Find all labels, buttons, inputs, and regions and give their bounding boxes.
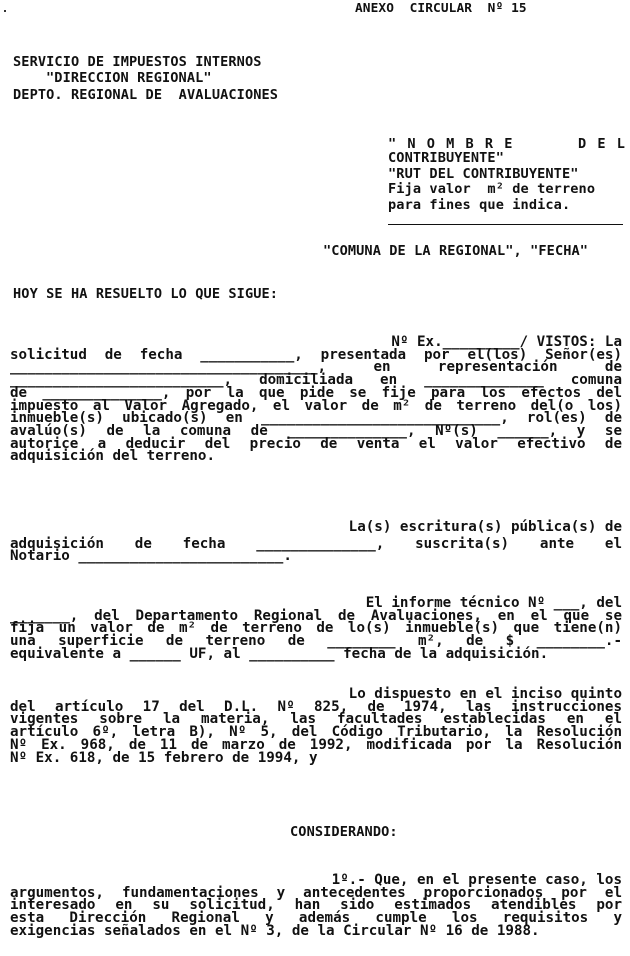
text-line: impuesto al Valor Agregado, el valor de m² de terreno del(o los) [10,397,622,414]
text-line: Nº Ex. 618, de 15 febrero de 1994, y [10,749,318,766]
text-line: adquisición del terreno. [10,448,215,465]
text-line: artículo 6º, letra B), Nº 5, del Código Tributario, la Resolución [10,724,622,741]
text-line: exigencias señalados en el Nº 3, de la Circular Nº 16 de 1988. [10,922,540,939]
subject-line4: Fija valor m² de terreno [388,181,596,197]
text-line: equivalente a ______ UF, al __________ fecha de la adquisición. [10,645,549,662]
paragraph-considerando-1 [10,874,622,938]
text-line: una superficie de terreno de ________ m², de $ ________.- [10,633,622,650]
header-department: DEPTO. REGIONAL DE AVALUACIONES [13,87,279,103]
text-line: inmueble(s) ubicado(s) en ____________________________, rol(es) de [10,410,622,427]
subject-rut: "RUT DEL CONTRIBUYENTE" [388,166,579,182]
annex-label: ANEXO CIRCULAR Nº 15 [355,1,527,16]
header-direction: "DIRECCION REGIONAL" [46,70,212,86]
resolved-heading: HOY SE HA RESUELTO LO QUE SIGUE: [13,286,279,302]
subject-line5: para fines que indica. [388,197,571,213]
paragraph-vistos [10,336,622,463]
scan-speck [4,10,6,12]
text-line: adquisición de fecha ______________, suscrita(s) ante el [10,535,622,552]
text-line: La(s) escritura(s) pública(s) de [348,519,622,535]
text-line: del artículo 17 del D.L. Nº 825, de 1974, las instrucciones [10,698,622,715]
text-line: ____________________________________, en representación de [10,359,622,376]
header-service: SERVICIO DE IMPUESTOS INTERNOS [13,54,262,70]
text-line: fija un valor de m² de terreno de lo(s) inmueble(s) que tiene(n) [10,620,622,637]
text-line: solicitud de fecha ___________, presentada por el(los) Señor(es) [10,346,622,363]
paragraph-informe [10,597,622,661]
text-line: vigentes sobre la materia, las facultades establecidas en el [10,711,622,728]
place-date: "COMUNA DE LA REGIONAL", "FECHA" [323,243,589,259]
text-line: Notario ________________________. [10,548,292,565]
text-line: argumentos, fundamentaciones y antecedentes proporcionados por el [10,884,622,901]
paragraph-dispuesto [10,688,622,764]
text-line: _______, del Departamento Regional de Avaluaciones, en el que se [10,607,622,624]
text-line: autorice a deducir del precio de venta el valor efectivo de [10,435,622,452]
text-line: interesado en su solicitud, han sido estimados atendibles por [10,897,622,914]
text-line: El informe técnico Nº ___, del [365,595,622,611]
text-line: Nº Ex._________/ VISTOS: La [391,334,622,350]
text-line: avalúo(s) de la comuna de ______________, Nº(s) ______, y se [10,422,622,439]
subject-rule [388,224,623,225]
paragraph-escritura [10,521,622,563]
text-line: Nº Ex. 968, de 11 de marzo de 1992, modificada por la Resolución [10,736,622,753]
text-line: de ______________, por la que pide se fije para los efectos del [10,384,622,401]
text-line: 1º.- Que, en el presente caso, los [331,872,622,888]
text-line: _________________________, domiciliada en ______________ comuna [10,372,622,389]
subject-line2: CONTRIBUYENTE" [388,150,504,166]
subject-name-b: D E L [578,136,627,152]
text-line: esta Dirección Regional y además cumple los requisitos y [10,910,622,927]
considerando-heading: CONSIDERANDO: [290,824,398,840]
subject-name-a: " N O M B R E [388,136,514,152]
text-line: Lo dispuesto en el inciso quinto [348,686,622,702]
